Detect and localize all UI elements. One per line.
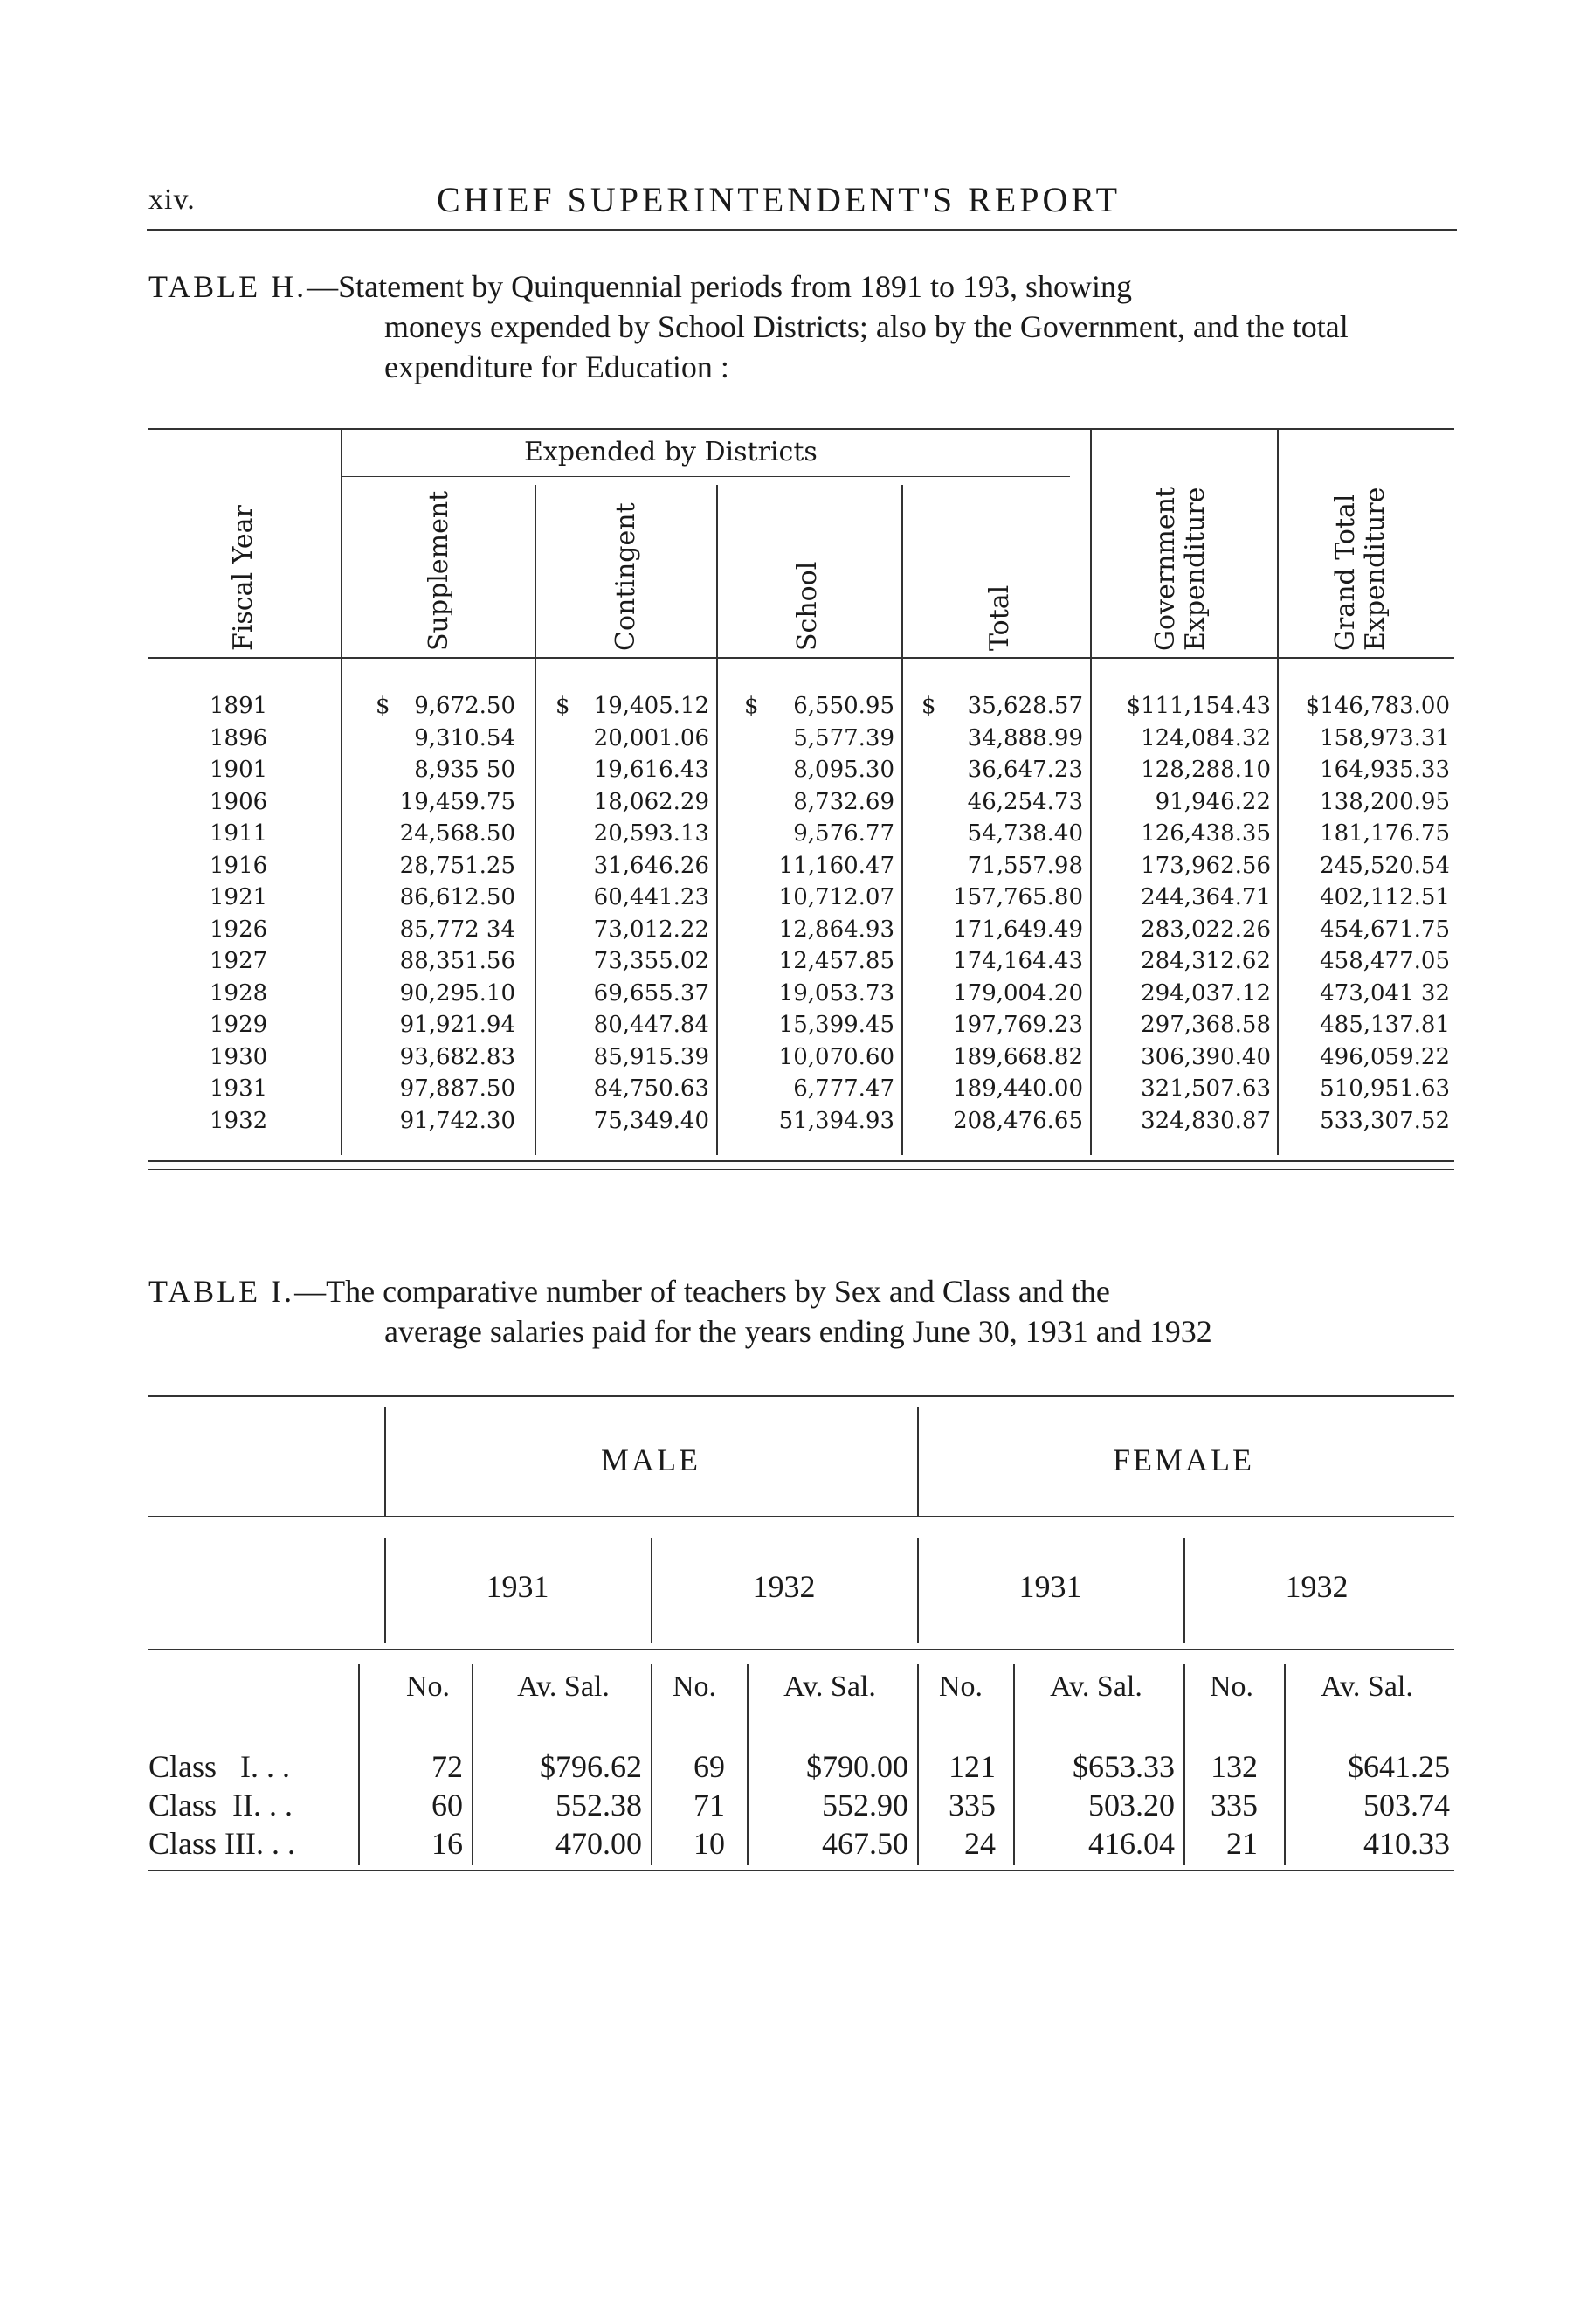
supplement-cell: 24,568.50 [399,820,515,847]
government-cell: 91,946.22 [1155,788,1271,815]
contingent-cell: 19,616.43 [593,757,709,783]
supplement-cell: 88,351.56 [399,948,515,974]
class-label: Class I. . . [148,1749,290,1784]
table-i-bottom-rule [148,1870,1454,1871]
header-rule [147,229,1457,231]
school-cell: 15,399.45 [778,1012,894,1038]
grand-cell: 473,041 32 [1320,979,1450,1006]
fiscal-year-cell: 1911 [210,820,268,847]
government-cell: 297,368.58 [1141,1012,1271,1038]
m31_no-cell: 16 [431,1826,463,1861]
grand-cell: 138,200.95 [1320,788,1450,815]
government-cell: 324,830.87 [1141,1107,1271,1134]
school-cell: 9,576.77 [793,820,894,847]
class-label: Class III. . . [148,1826,295,1861]
total-cell: 36,647.23 [967,757,1083,783]
government-cell: 244,364.71 [1141,884,1271,910]
supplement-cell: 9,310.54 [414,724,515,751]
grand-cell: 496,059.22 [1320,1043,1450,1070]
government-cell: 321,507.63 [1141,1076,1271,1102]
contingent-cell: 20,001.06 [593,724,709,751]
fiscal-year-cell: 1930 [210,1043,268,1070]
school-cell: 11,160.47 [778,852,894,879]
total-cell: 157,765.80 [953,884,1083,910]
expended-by-districts-header: Expended by Districts [524,437,818,467]
dollar-sign: $ [376,693,390,719]
total-cell: 189,668.82 [953,1043,1083,1070]
contingent-cell: 80,447.84 [593,1012,709,1038]
government-header-line2: Expenditure [1180,487,1211,651]
contingent-cell: 73,355.02 [593,948,709,974]
m32_sal-cell: 552.90 [822,1788,908,1823]
total-cell: 35,628.57 [967,693,1083,719]
grand-cell: 245,520.54 [1320,852,1450,879]
col-divider [1013,1664,1015,1865]
grand-cell: 164,935.33 [1320,757,1450,783]
m31_no-cell: 72 [431,1749,463,1784]
col-divider [472,1664,473,1865]
fiscal-year-cell: 1932 [210,1107,268,1134]
female-header: FEMALE [1113,1442,1254,1477]
male-1931-no-header: No. [405,1670,451,1703]
f32_no-cell: 21 [1226,1826,1258,1861]
total-cell: 34,888.99 [967,724,1083,751]
col-divider [1284,1664,1286,1865]
female-1931-header: 1931 [1018,1569,1082,1604]
contingent-cell: 84,750.63 [593,1076,709,1102]
school-cell: 10,712.07 [778,884,894,910]
grand-cell: 402,112.51 [1320,884,1450,910]
female-1932-avsal-header: Av. Sal. [1321,1670,1413,1703]
female-1932-header: 1932 [1285,1569,1349,1604]
table-h-group-rule [341,476,1070,477]
total-cell: 208,476.65 [953,1107,1083,1134]
government-cell: 284,312.62 [1141,948,1271,974]
f32_no-cell: 335 [1211,1788,1258,1823]
grand-cell: 485,137.81 [1320,1012,1450,1038]
fiscal-year-cell: 1891 [210,693,268,719]
contingent-cell: 85,915.39 [593,1043,709,1070]
government-cell: 128,288.10 [1141,757,1271,783]
contingent-cell: 75,349.40 [593,1107,709,1134]
government-cell: 126,438.35 [1141,820,1271,847]
school-cell: 6,550.95 [793,693,894,719]
m31_sal-cell: 470.00 [555,1826,642,1861]
grand-total-header-line1: Grand Total [1330,494,1361,651]
f31_no-cell: 335 [949,1788,996,1823]
total-header: Total [984,584,1015,651]
table-h-bottom-rule [148,1160,1454,1162]
government-cell: 306,390.40 [1141,1043,1271,1070]
table-i-sex-rule [148,1516,1454,1517]
table-h-caption-line1: —Statement by Quinquennial periods from 1891 to 193, showing [307,269,1133,304]
m31_sal-cell: 552.38 [555,1788,642,1823]
table-h-top-rule [148,428,1454,430]
f32_sal-cell: 503.74 [1363,1788,1450,1823]
supplement-cell: 90,295.10 [399,979,515,1006]
fiscal-year-cell: 1921 [210,884,268,910]
grand-cell: 181,176.75 [1320,820,1450,847]
male-1931-avsal-header: Av. Sal. [517,1670,610,1703]
f31_no-cell: 24 [964,1826,996,1861]
supplement-cell: 9,672.50 [414,693,515,719]
total-cell: 171,649.49 [953,916,1083,943]
m31_no-cell: 60 [431,1788,463,1823]
supplement-header: Supplement [424,490,454,651]
school-cell: 12,864.93 [778,916,894,943]
total-cell: 71,557.98 [967,852,1083,879]
contingent-cell: 18,062.29 [593,788,709,815]
class-label: Class II. . . [148,1788,293,1823]
total-cell: 179,004.20 [953,979,1083,1006]
total-cell: 189,440.00 [953,1076,1083,1102]
m32_sal-cell: $790.00 [806,1749,908,1784]
supplement-cell: 91,921.94 [399,1012,515,1038]
school-cell: 51,394.93 [778,1107,894,1134]
col-divider [747,1664,749,1865]
fiscal-year-cell: 1906 [210,788,268,815]
table-i-caption-line1: —The comparative number of teachers by Sex and Class and the [294,1274,1110,1309]
m32_no-cell: 10 [693,1826,725,1861]
contingent-cell: 20,593.13 [593,820,709,847]
male-1932-header: 1932 [752,1569,816,1604]
grand-total-header-line2: Expenditure [1360,487,1390,651]
female-1931-avsal-header: Av. Sal. [1050,1670,1142,1703]
total-cell: 46,254.73 [967,788,1083,815]
dollar-sign: $ [744,693,759,719]
government-cell: 124,084.32 [1141,724,1271,751]
page-number: xiv. [148,183,196,216]
grand-cell: $146,783.00 [1305,693,1450,719]
supplement-cell: 8,935 50 [414,757,515,783]
col-divider [901,485,903,1155]
running-title: CHIEF SUPERINTENDENT'S REPORT [437,180,1121,219]
male-1932-avsal-header: Av. Sal. [783,1670,876,1703]
table-i-label: TABLE I. [148,1274,295,1309]
supplement-cell: 19,459.75 [399,788,515,815]
total-cell: 54,738.40 [967,820,1083,847]
total-cell: 174,164.43 [953,948,1083,974]
government-header-line1: Government [1150,487,1181,651]
col-divider [716,485,718,1155]
school-cell: 12,457.85 [778,948,894,974]
f32_no-cell: 132 [1211,1749,1258,1784]
fiscal-year-header: Fiscal Year [228,505,259,651]
table-h-caption-rest: moneys expended by School Districts; also by the Government, and the total expenditure for Education : [384,309,1349,384]
fiscal-year-cell: 1927 [210,948,268,974]
fiscal-year-cell: 1929 [210,1012,268,1038]
government-cell: 283,022.26 [1141,916,1271,943]
table-i-caption [148,1271,1476,1311]
supplement-cell: 28,751.25 [399,852,515,879]
government-cell: 173,962.56 [1141,852,1271,879]
grand-cell: 510,951.63 [1320,1076,1450,1102]
male-1931-header: 1931 [486,1569,549,1604]
m32_no-cell: 71 [693,1788,725,1823]
school-cell: 6,777.47 [793,1076,894,1102]
col-divider [1090,430,1092,1155]
female-1931-no-header: No. [938,1670,983,1703]
m32_no-cell: 69 [693,1749,725,1784]
school-cell: 19,053.73 [778,979,894,1006]
contingent-cell: 19,405.12 [593,693,709,719]
contingent-cell: 73,012.22 [593,916,709,943]
grand-cell: 533,307.52 [1320,1107,1450,1134]
supplement-cell: 85,772 34 [399,916,515,943]
f32_sal-cell: 410.33 [1363,1826,1450,1861]
m31_sal-cell: $796.62 [540,1749,642,1784]
male-1932-no-header: No. [672,1670,717,1703]
supplement-cell: 91,742.30 [399,1107,515,1134]
fiscal-year-cell: 1896 [210,724,268,751]
f31_sal-cell: $653.33 [1073,1749,1175,1784]
f32_sal-cell: $641.25 [1348,1749,1450,1784]
fiscal-year-cell: 1931 [210,1076,268,1102]
table-i-top-rule [148,1395,1454,1397]
grand-cell: 458,477.05 [1320,948,1450,974]
contingent-cell: 60,441.23 [593,884,709,910]
government-cell: $111,154.43 [1126,693,1271,719]
table-h-label: TABLE H. [148,269,307,304]
contingent-cell: 31,646.26 [593,852,709,879]
female-1932-no-header: No. [1209,1670,1254,1703]
total-cell: 197,769.23 [953,1012,1083,1038]
table-h-bottom-rule-2 [148,1169,1454,1170]
government-cell: 294,037.12 [1141,979,1271,1006]
contingent-cell: 69,655.37 [593,979,709,1006]
grand-cell: 454,671.75 [1320,916,1450,943]
f31_sal-cell: 416.04 [1088,1826,1175,1861]
contingent-header: Contingent [611,502,641,651]
dollar-sign: $ [921,693,936,719]
f31_no-cell: 121 [949,1749,996,1784]
dollar-sign: $ [555,693,570,719]
male-header: MALE [601,1442,700,1477]
supplement-cell: 97,887.50 [399,1076,515,1102]
grand-cell: 158,973.31 [1320,724,1450,751]
m32_sal-cell: 467.50 [822,1826,908,1861]
school-header: School [792,561,823,651]
table-i-caption-rest: average salaries paid for the years ending June 30, 1931 and 1932 [384,1314,1212,1349]
school-cell: 8,732.69 [793,788,894,815]
fiscal-year-cell: 1928 [210,979,268,1006]
school-cell: 5,577.39 [793,724,894,751]
f31_sal-cell: 503.20 [1088,1788,1175,1823]
supplement-cell: 86,612.50 [399,884,515,910]
school-cell: 8,095.30 [793,757,894,783]
fiscal-year-cell: 1901 [210,757,268,783]
fiscal-year-cell: 1916 [210,852,268,879]
fiscal-year-cell: 1926 [210,916,268,943]
supplement-cell: 93,682.83 [399,1043,515,1070]
table-h-header-rule [148,657,1454,659]
table-i-header-rule [148,1649,1454,1650]
school-cell: 10,070.60 [778,1043,894,1070]
table-h-caption [148,266,1476,307]
